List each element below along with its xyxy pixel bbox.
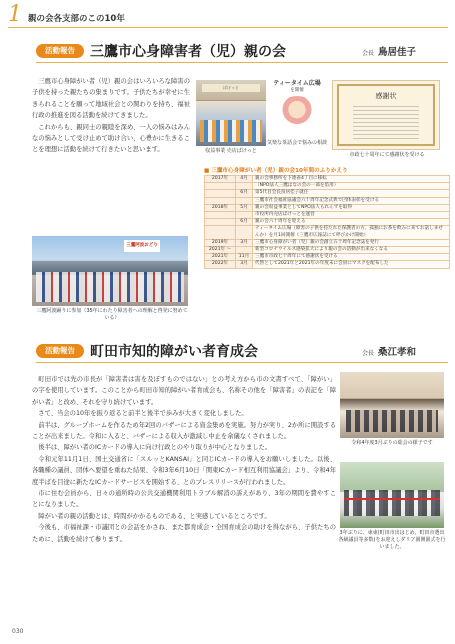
timeline-year: 2017年 bbox=[205, 176, 236, 183]
teacup-illustration bbox=[277, 96, 317, 130]
timeline-event: ティータイム広場（障害の子供を持たれた保護者の方、孤独にお茶を飲みに来てお話しませんか）を月1回開催（三鷹市広報誌にて呼びかけ開始） bbox=[253, 226, 450, 239]
timeline-event: （NPO法人三鷹はなの会の一部を借用） bbox=[253, 183, 450, 190]
timeline-month: 3月 bbox=[236, 239, 253, 246]
timeline-event: 親の会事務所を下連雀4丁目に移転 bbox=[253, 176, 450, 183]
dahlia-garden-photo bbox=[340, 462, 444, 528]
timeline-month: 11月 bbox=[236, 254, 253, 261]
section2-tag: 活動報告 bbox=[36, 344, 84, 358]
timeline-event: 親の会収益事業としてNPO法人られんずを取得 bbox=[253, 204, 450, 211]
paragraph: 今後も、市福祉課・市議団との会話をかさね、また都育成会・全国育成会の助けを得ながら、子供たちのために、活動を続けて参ります。 bbox=[32, 524, 336, 543]
timeline-year bbox=[205, 197, 236, 204]
chapter-title: 親の会各支部のこの10年 bbox=[28, 14, 125, 24]
paragraph: 令和元年11月1日、国土交通省に「スルッとKANSAI」と同じICカードの導入をお願いしました。以後、各職種の議員、団体へ要望を重ねた結果、令和3年6月10日「関東ICカード相互利用協議会」より、令和4年度半ばを目途に新たなICカードサービスを開始する、とのプレスリリースが行われました。 bbox=[32, 455, 336, 486]
meeting-caption: 令和4年度3月ぶりの総会の様子です bbox=[351, 440, 433, 446]
timeline-row bbox=[205, 183, 450, 190]
timeline-row bbox=[205, 254, 450, 261]
timeline-table bbox=[204, 175, 450, 269]
timeline-row bbox=[205, 219, 450, 226]
section1-rule bbox=[36, 62, 448, 63]
timeline-month: 3月 bbox=[236, 261, 253, 268]
timeline-year bbox=[205, 212, 236, 219]
timeline-month: 5月 bbox=[236, 204, 253, 211]
timeline-month: 4月 bbox=[236, 176, 253, 183]
timeline-month bbox=[236, 197, 253, 204]
header-rule bbox=[8, 27, 448, 28]
timeline-title: ■ 三鷹市心身障がい者（児）親の会10年間のふりかえり bbox=[204, 168, 348, 174]
section1-title: 三鷹市心身障害者（児）親の会 bbox=[90, 44, 286, 60]
page-number: 030 bbox=[12, 628, 24, 635]
timeline-event: 三鷹市心身障がい者（児）親の会創立五十周年記念誌を発行 bbox=[253, 239, 450, 246]
timeline-year bbox=[205, 183, 236, 190]
section1-body bbox=[32, 76, 190, 156]
timeline-year: 2022年 bbox=[205, 261, 236, 268]
timeline-event: 新型コロナウイルス感染拡大により親の会の活動が出来なくなる bbox=[253, 247, 450, 254]
paragraph: さて、当会の10年を振り返ると前半と後半で歩みが大きく変化しました。 bbox=[38, 410, 248, 418]
poster-title: ティータイム広場 bbox=[273, 80, 321, 87]
chair-name: 鳥居佳子 bbox=[378, 47, 417, 58]
poster-subtitle: を開催 bbox=[290, 88, 304, 93]
tea-caption: 気楽な茶話会で悩みの相談 bbox=[266, 140, 327, 146]
certificate-caption: 市政七十周年にて感謝状を受ける bbox=[349, 152, 425, 158]
timeline-row bbox=[205, 176, 450, 183]
timeline-month bbox=[236, 226, 253, 239]
timeline-row bbox=[205, 226, 450, 239]
paragraph: 町田市では先の市長が「障害者は害を及ぼすものではない」との考え方から市の文書すべて、「障がい」の字を使用しています。このことから町田市知的障がい者育成会も、名称その他を「障害者」の表記を「障がい者」と改め、それを守り続けています。 bbox=[32, 376, 336, 406]
section1-tag: 活動報告 bbox=[36, 44, 84, 58]
timeline-month bbox=[236, 247, 253, 254]
certificate-photo bbox=[332, 80, 440, 150]
tea-time-poster bbox=[268, 78, 326, 138]
timeline-event: 親の会六十周年を迎える bbox=[253, 219, 450, 226]
store-photo: ぱけっと bbox=[196, 80, 266, 146]
timeline-row bbox=[205, 212, 450, 219]
timeline-year bbox=[205, 219, 236, 226]
paragraph: これからも、親同士の親睦を深め、一人の悩みはみんなの悩みとして受け止めて助け合い、心豊かに生きることを理想に活動を続けて行きたいと思います。 bbox=[32, 123, 190, 154]
chapter-number: 1 bbox=[8, 2, 22, 27]
timeline-event: 代替として2021年と2021年の年度末に会員にマスクを配布した bbox=[253, 261, 450, 268]
paragraph: 市に住む会員から、日々の通所時の公共交通機関利用トラブル解消の訴えがあり、3年の期間を費やすことになりました。 bbox=[32, 490, 336, 509]
section2-rule bbox=[36, 362, 448, 363]
section2-chair bbox=[362, 344, 416, 358]
timeline-event: 三鷹市社会福祉協議会六十周年記念式典で団体表彰を受ける bbox=[253, 197, 450, 204]
paragraph: 前半は、グループホームを作るため年2回のバザーによる資金集めを実施。努力が実り、2か所に開設することが出来ました。令和に入ると、バザーによる収入が激減し中止を余儀なくされました。 bbox=[32, 421, 336, 441]
timeline-month bbox=[236, 183, 253, 190]
timeline-row bbox=[205, 197, 450, 204]
chair-label: 会長 bbox=[362, 350, 375, 357]
timeline-year: 2021年 〜 bbox=[205, 247, 236, 254]
section1-chair bbox=[362, 44, 416, 58]
timeline-year: 2018年 bbox=[205, 204, 236, 211]
timeline-row bbox=[205, 239, 450, 246]
store-caption: 収益事業 売店ぱけっと bbox=[205, 148, 257, 154]
general-meeting-photo bbox=[340, 372, 444, 438]
timeline-year bbox=[205, 226, 236, 239]
festival-photo bbox=[32, 236, 188, 306]
timeline-event: 市役所内売店ぱけっとを運営 bbox=[253, 212, 450, 219]
chair-name: 桑江孝和 bbox=[378, 347, 417, 358]
dahlia-caption: 3年ぶりに、東東(町田市出はじめ、町田市選出各級議員等多数)をお迎えしダリア園開園式を行いました。 bbox=[338, 530, 446, 550]
timeline-year: 2019年 bbox=[205, 239, 236, 246]
certificate-title: 感謝状 bbox=[375, 92, 397, 100]
timeline-month: 6月 bbox=[236, 190, 253, 197]
festival-caption: 三鷹阿波踊りに参加（35年にわたり障害者への理解と啓発に努めている） bbox=[36, 308, 188, 321]
paragraph: 後半は、障がい者のICカードの導入に向け行政とのやり取りが中心となりました。 bbox=[38, 444, 272, 452]
festival-banner: 三鷹阿波おどり bbox=[124, 240, 160, 252]
timeline-row bbox=[205, 204, 450, 211]
timeline-row bbox=[205, 247, 450, 254]
chair-label: 会長 bbox=[362, 50, 375, 57]
timeline-year bbox=[205, 190, 236, 197]
timeline-event: 第5代目会長鳥居佳子就任 bbox=[253, 190, 450, 197]
timeline-row bbox=[205, 190, 450, 197]
paragraph: 障がい者の親の活動とは、時間がかかるものである、と実感しているところです。 bbox=[38, 512, 271, 520]
timeline-event: 三鷹市市政七十周年にて感謝状を受ける bbox=[253, 254, 450, 261]
timeline-row bbox=[205, 261, 450, 268]
section2-title: 町田市知的障がい者育成会 bbox=[90, 344, 258, 360]
paragraph: 三鷹市心身障がい者（児）親の会はいろいろな障害の子供を持った親たちの集まりです。子供たちが幸せに生きられることを願って地域社会との関わりを持ち、福祉行政の推進を図る活動を続けてきました。 bbox=[32, 78, 190, 120]
timeline-year: 2021年 bbox=[205, 254, 236, 261]
timeline-month: 6月 bbox=[236, 219, 253, 226]
timeline-month bbox=[236, 212, 253, 219]
section2-body bbox=[32, 374, 336, 545]
